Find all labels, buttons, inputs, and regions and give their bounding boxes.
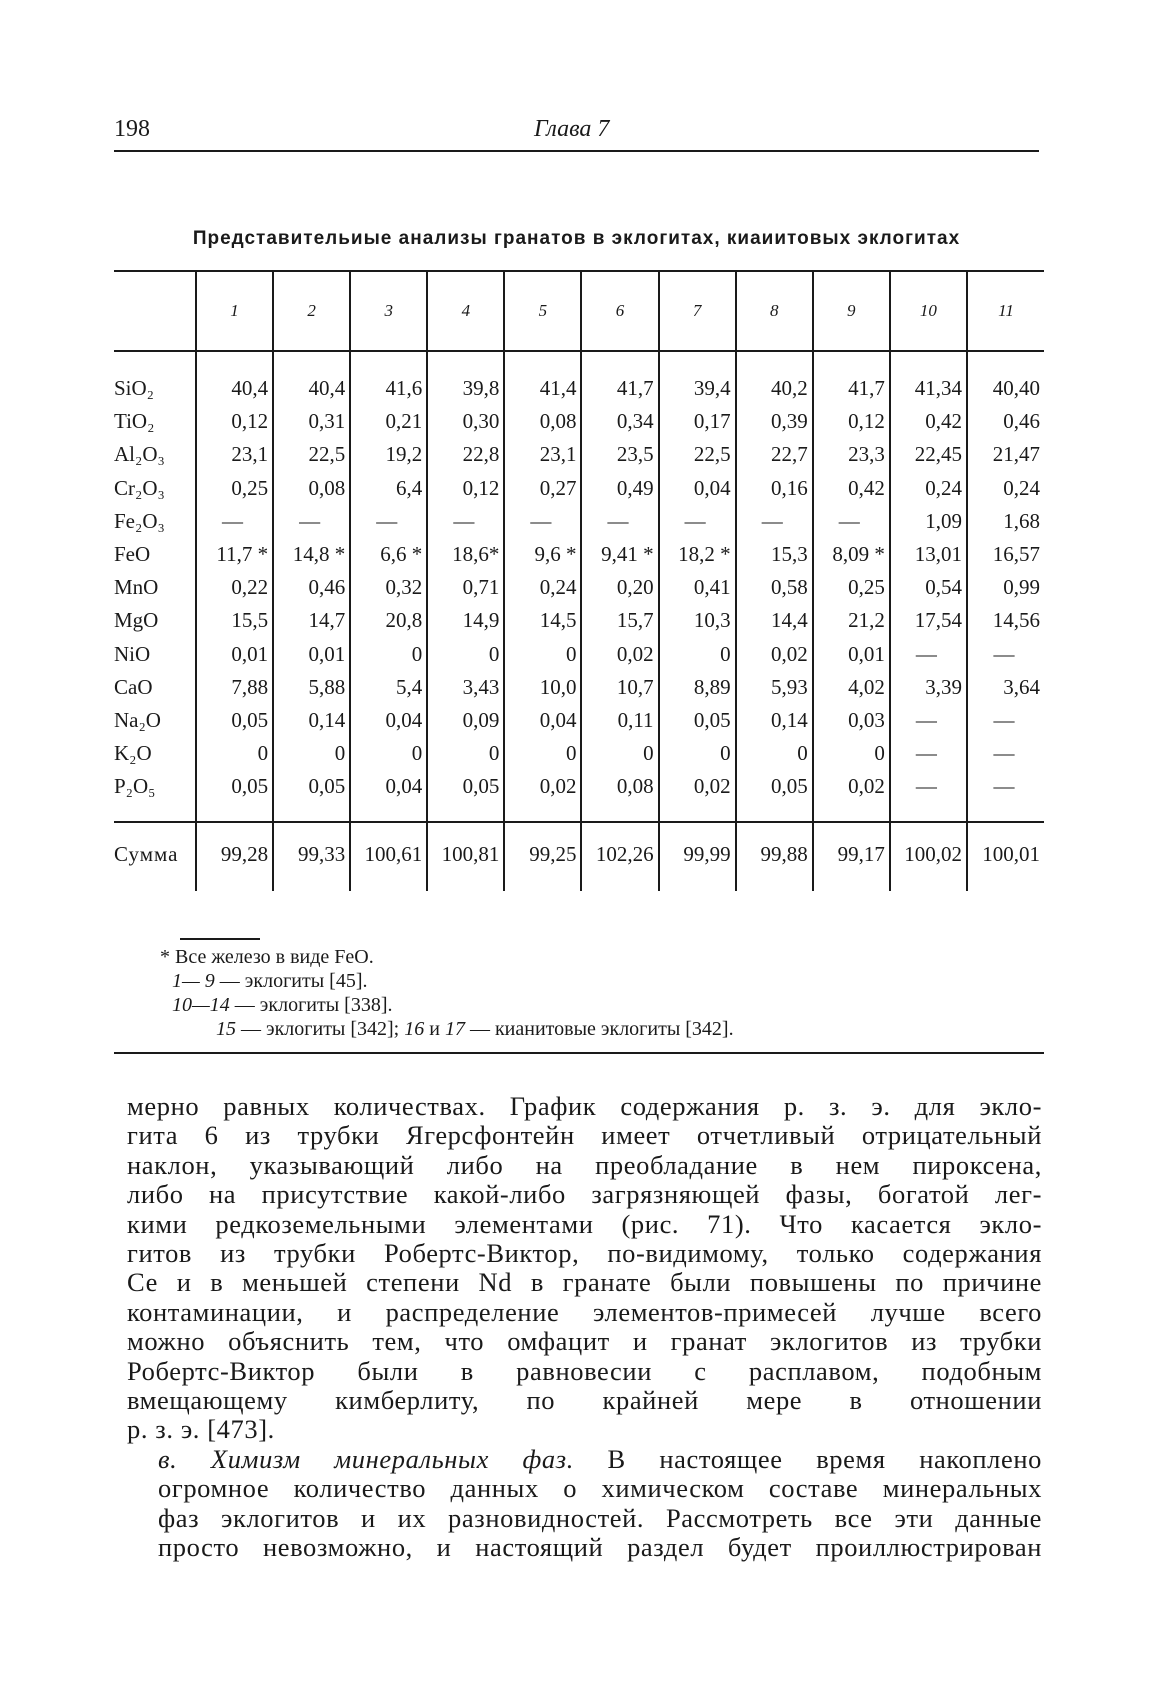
table-cell: 9,6 * [504, 538, 581, 571]
table-cell: — [890, 638, 967, 671]
table-cell: 0,42 [890, 405, 967, 438]
table-cell: 9,41 * [581, 538, 658, 571]
table-cell: 40,4 [196, 351, 273, 405]
table-cell: 0,42 [813, 472, 890, 505]
footnote-samples-10-14 [172, 994, 392, 1017]
footnote-samples-15-17 [216, 1018, 734, 1041]
table-cell: 41,34 [890, 351, 967, 405]
footnote-range: 17 [444, 1018, 465, 1040]
table-row [114, 405, 1044, 438]
table-cell: 23,3 [813, 438, 890, 471]
table-cell: 10,7 [581, 671, 658, 704]
table-cell: 0 [427, 638, 504, 671]
table-cell: 0,05 [659, 704, 736, 737]
table-cell: 14,56 [967, 604, 1044, 637]
table-cell: 40,2 [736, 351, 813, 405]
table-cell: 14,9 [427, 604, 504, 637]
table-cell: — [890, 770, 967, 822]
table-cell: 0,02 [581, 638, 658, 671]
table-cell: 0,22 [196, 571, 273, 604]
table-cell: 0 [350, 638, 427, 671]
table-cell: 0,39 [736, 405, 813, 438]
table-cell: 99,33 [273, 822, 350, 891]
table-cell: 14,7 [273, 604, 350, 637]
table-cell: 0,04 [504, 704, 581, 737]
table-row [114, 737, 1044, 770]
table-cell: 8,09 * [813, 538, 890, 571]
row-label: Al₂O₃ [114, 442, 165, 467]
footnote-iron [160, 946, 374, 969]
table-cell: 0,05 [427, 770, 504, 822]
row-label: SiO₂ [114, 376, 155, 401]
footnote-rule [180, 938, 260, 940]
table-cell: 0 [350, 737, 427, 770]
column-header: 10 [890, 271, 967, 351]
sum-row [114, 822, 1044, 891]
table-cell: 99,99 [659, 822, 736, 891]
table-cell: 0,05 [196, 704, 273, 737]
table-cell: — [581, 505, 658, 538]
table-header-row [114, 271, 1044, 351]
table-cell: 10,0 [504, 671, 581, 704]
table-cell: 0,54 [890, 571, 967, 604]
table-cell: 0,71 [427, 571, 504, 604]
table-cell: — [890, 737, 967, 770]
text-line: мерно равных количествах. График содержания р. з. э. для экло- [127, 1091, 1042, 1121]
table-cell: 21,2 [813, 604, 890, 637]
table-cell: 0 [273, 737, 350, 770]
paragraph-heading-chemistry [127, 1445, 1042, 1563]
table-cell: 0,12 [427, 472, 504, 505]
table-cell: 7,88 [196, 671, 273, 704]
table-cell: — [196, 505, 273, 538]
table-cell: — [967, 737, 1044, 770]
table-cell: 41,4 [504, 351, 581, 405]
table-cell: 22,8 [427, 438, 504, 471]
garnet-analyses-table [114, 270, 1044, 891]
table-cell: 0,34 [581, 405, 658, 438]
footnote-range: 10—14 [172, 994, 230, 1016]
row-label: Fe₂O₃ [114, 508, 165, 533]
table-row [114, 571, 1044, 604]
table-cell: 0,04 [350, 704, 427, 737]
text-line: р. з. э. [473]. [127, 1414, 275, 1445]
table-cell: 0,24 [890, 472, 967, 505]
table-cell: 3,64 [967, 671, 1044, 704]
table-cell: 13,01 [890, 538, 967, 571]
table-cell: 0 [581, 737, 658, 770]
table-cell: 0,49 [581, 472, 658, 505]
table-cell: 100,61 [350, 822, 427, 891]
table-cell: 22,5 [273, 438, 350, 471]
footnote-desc: — эклогиты [342]; [236, 1018, 405, 1040]
table-cell: 23,1 [196, 438, 273, 471]
table-cell: 8,89 [659, 671, 736, 704]
text-line: Робертс-Виктор были в равновесии с расплавом, подобным [127, 1355, 1042, 1386]
text-line: гита 6 из трубки Ягерсфонтейн имеет отчетливый отрицательный [127, 1120, 1042, 1151]
table-cell: 0 [427, 737, 504, 770]
table-cell: 0,41 [659, 571, 736, 604]
footnote-samples-1-9 [172, 970, 367, 993]
footnote-desc: — эклогиты [45]. [214, 970, 368, 992]
table-cell: 0,16 [736, 472, 813, 505]
row-label: K₂O [114, 741, 152, 766]
table-cell: 0,58 [736, 571, 813, 604]
table-cell: 21,47 [967, 438, 1044, 471]
table-cell: — [890, 704, 967, 737]
table-cell: 17,54 [890, 604, 967, 637]
table-cell: 15,3 [736, 538, 813, 571]
row-label: Cr₂O₃ [114, 475, 165, 500]
footnote-desc: — кианитовые эклогиты [342]. [464, 1018, 734, 1040]
table-cell: 15,7 [581, 604, 658, 637]
text-line: либо на присутствие какой-либо загрязняющей фазы, богатой лег- [127, 1179, 1042, 1210]
table-cell: 39,4 [659, 351, 736, 405]
table-cell: — [504, 505, 581, 538]
table-cell: — [273, 505, 350, 538]
column-header: 7 [659, 271, 736, 351]
column-header: 2 [273, 271, 350, 351]
table-cell: 0,14 [736, 704, 813, 737]
table-cell: 0,46 [273, 571, 350, 604]
table-cell: 0 [736, 737, 813, 770]
table-cell: 102,26 [581, 822, 658, 891]
body-text [127, 1092, 1042, 1563]
table-cell: 0,46 [967, 405, 1044, 438]
table-cell: 0,04 [659, 472, 736, 505]
table-cell: 18,2 * [659, 538, 736, 571]
column-header: 5 [504, 271, 581, 351]
table-cell: 1,68 [967, 505, 1044, 538]
table-cell: 0 [659, 737, 736, 770]
table-cell: 0,08 [581, 770, 658, 822]
row-label: MnO [114, 575, 159, 600]
table-cell: 14,5 [504, 604, 581, 637]
text-line: гитов из трубки Робертс-Виктор, по-видимому, только содержания [127, 1238, 1042, 1269]
table-row [114, 438, 1044, 471]
column-header: 3 [350, 271, 427, 351]
table-cell: 0,11 [581, 704, 658, 737]
table-caption: Представительиые анализы гранатов в эклогитах, киаиитовых эклогитах [192, 228, 961, 249]
table-cell: 0,08 [504, 405, 581, 438]
table-cell: 100,02 [890, 822, 967, 891]
table-row [114, 671, 1044, 704]
row-label: CaO [114, 674, 153, 699]
table-cell: 0,05 [196, 770, 273, 822]
table-cell: 22,5 [659, 438, 736, 471]
row-label: P₂O₅ [114, 774, 156, 799]
table-cell: 0,08 [273, 472, 350, 505]
table-cell: 0,25 [813, 571, 890, 604]
table-row [114, 538, 1044, 571]
row-label: Na₂O [114, 707, 161, 732]
table-cell: 0,05 [273, 770, 350, 822]
table-row [114, 638, 1044, 671]
table-cell: — [659, 505, 736, 538]
text-line: кими редкоземельными элементами (рис. 71). Что касается экло- [127, 1208, 1042, 1239]
table-cell: 0,99 [967, 571, 1044, 604]
table-cell: 0,25 [196, 472, 273, 505]
paragraph [127, 1092, 1042, 1445]
table-cell: 0,20 [581, 571, 658, 604]
section-heading: в. Химизм минеральных фаз. [158, 1443, 574, 1474]
table-cell: 18,6* [427, 538, 504, 571]
table-cell: 0,01 [273, 638, 350, 671]
table-cell: 100,01 [967, 822, 1044, 891]
text-line: контаминации, и распределение элементов-примесей лучше всего [127, 1296, 1042, 1327]
table-cell: 0,09 [427, 704, 504, 737]
table-cell: 0,24 [504, 571, 581, 604]
table-cell: 39,8 [427, 351, 504, 405]
footnote-iron-text: * Все железо в виде FeO. [160, 946, 374, 968]
table-cell: — [736, 505, 813, 538]
table-cell: 22,45 [890, 438, 967, 471]
text-line: вмещающему кимберлиту, по крайней мере в отношении [127, 1385, 1042, 1416]
text-line: Се и в меньшей степени Nd в гранате были повышены по причине [127, 1267, 1042, 1298]
text-line: можно объяснить тем, что омфацит и гранат эклогитов из трубки [127, 1326, 1042, 1357]
table-cell: 100,81 [427, 822, 504, 891]
table-cell: 0,14 [273, 704, 350, 737]
footnote-range: 1— 9 [172, 970, 215, 992]
table-cell: 5,88 [273, 671, 350, 704]
table-cell: 3,39 [890, 671, 967, 704]
table-cell: — [967, 638, 1044, 671]
table-cell: — [427, 505, 504, 538]
table-cell: 6,6 * [350, 538, 427, 571]
page-number: 198 [114, 116, 150, 142]
table-cell: — [967, 770, 1044, 822]
footnote-range: 16 [404, 1018, 425, 1040]
table-cell: 0,03 [813, 704, 890, 737]
table-cell: 19,2 [350, 438, 427, 471]
table-cell: 0 [659, 638, 736, 671]
footnote-desc: и [424, 1018, 445, 1040]
table-cell: 0,02 [736, 638, 813, 671]
row-label: Сумма [114, 822, 196, 891]
table-cell: 5,93 [736, 671, 813, 704]
table-cell: 1,09 [890, 505, 967, 538]
page-header [114, 112, 1039, 152]
table-cell: 0,12 [196, 405, 273, 438]
table-cell: 0 [196, 737, 273, 770]
column-header: 4 [427, 271, 504, 351]
table-cell: 23,1 [504, 438, 581, 471]
table-cell: 99,25 [504, 822, 581, 891]
row-label: FeO [114, 542, 151, 567]
table-cell: 0,12 [813, 405, 890, 438]
table-cell: 0 [813, 737, 890, 770]
table-cell: 0,04 [350, 770, 427, 822]
table-cell: 4,02 [813, 671, 890, 704]
table-cell: 14,4 [736, 604, 813, 637]
text-line: просто невозможно, и настоящий раздел будет проиллюстрирован [158, 1532, 1042, 1563]
text-line: огромное количество данных о химическом составе минеральных [158, 1473, 1042, 1504]
table-cell: — [813, 505, 890, 538]
table-row [114, 472, 1044, 505]
table-cell: 10,3 [659, 604, 736, 637]
table-cell: 0 [504, 737, 581, 770]
table-cell: 40,4 [273, 351, 350, 405]
table-cell: 99,17 [813, 822, 890, 891]
table-cell: 0,32 [350, 571, 427, 604]
table-cell: 11,7 * [196, 538, 273, 571]
table-cell: 0,01 [196, 638, 273, 671]
table-cell: 20,8 [350, 604, 427, 637]
table-cell: 41,6 [350, 351, 427, 405]
table-cell: 0,31 [273, 405, 350, 438]
column-header: 1 [196, 271, 273, 351]
column-header: 8 [736, 271, 813, 351]
table-cell: 22,7 [736, 438, 813, 471]
footnote-desc: — эклогиты [338]. [229, 994, 393, 1016]
table-cell: 99,28 [196, 822, 273, 891]
row-label: MgO [114, 608, 159, 633]
table-cell: 0,02 [504, 770, 581, 822]
table-cell: 41,7 [581, 351, 658, 405]
table-cell: 3,43 [427, 671, 504, 704]
table-row [114, 351, 1044, 405]
table-cell: 0,02 [813, 770, 890, 822]
table-cell: 99,88 [736, 822, 813, 891]
table-cell: 0,21 [350, 405, 427, 438]
row-label: NiO [114, 641, 151, 666]
table-row [114, 770, 1044, 822]
footnote-range: 15 [216, 1018, 236, 1040]
table-cell: 0,24 [967, 472, 1044, 505]
table-header-corner [114, 271, 196, 351]
table-cell: 16,57 [967, 538, 1044, 571]
table-cell: 0,17 [659, 405, 736, 438]
table-cell: 0,02 [659, 770, 736, 822]
text-run: В настоящее время накоплено [573, 1443, 1042, 1474]
table-cell: 5,4 [350, 671, 427, 704]
table-row [114, 704, 1044, 737]
table-cell: — [967, 704, 1044, 737]
column-header: 6 [581, 271, 658, 351]
table-row [114, 604, 1044, 637]
table-cell: 15,5 [196, 604, 273, 637]
column-header: 11 [967, 271, 1044, 351]
text-line: фаз эклогитов и их разновидностей. Рассмотреть все эти данные [158, 1502, 1042, 1533]
table-cell: — [350, 505, 427, 538]
table-cell: 0,30 [427, 405, 504, 438]
column-header: 9 [813, 271, 890, 351]
running-title: Глава 7 [534, 116, 610, 142]
text-line [127, 1445, 1042, 1474]
table-cell: 14,8 * [273, 538, 350, 571]
table-cell: 23,5 [581, 438, 658, 471]
table-cell: 0 [504, 638, 581, 671]
table-row [114, 505, 1044, 538]
table-cell: 40,40 [967, 351, 1044, 405]
table-cell: 41,7 [813, 351, 890, 405]
table-cell: 0,01 [813, 638, 890, 671]
table-cell: 0,05 [736, 770, 813, 822]
section-rule [114, 1052, 1044, 1054]
row-label: TiO₂ [114, 409, 155, 434]
table-cell: 6,4 [350, 472, 427, 505]
text-line: наклон, указывающий либо на преобладание в нем пироксена, [127, 1149, 1042, 1180]
table-cell: 0,27 [504, 472, 581, 505]
